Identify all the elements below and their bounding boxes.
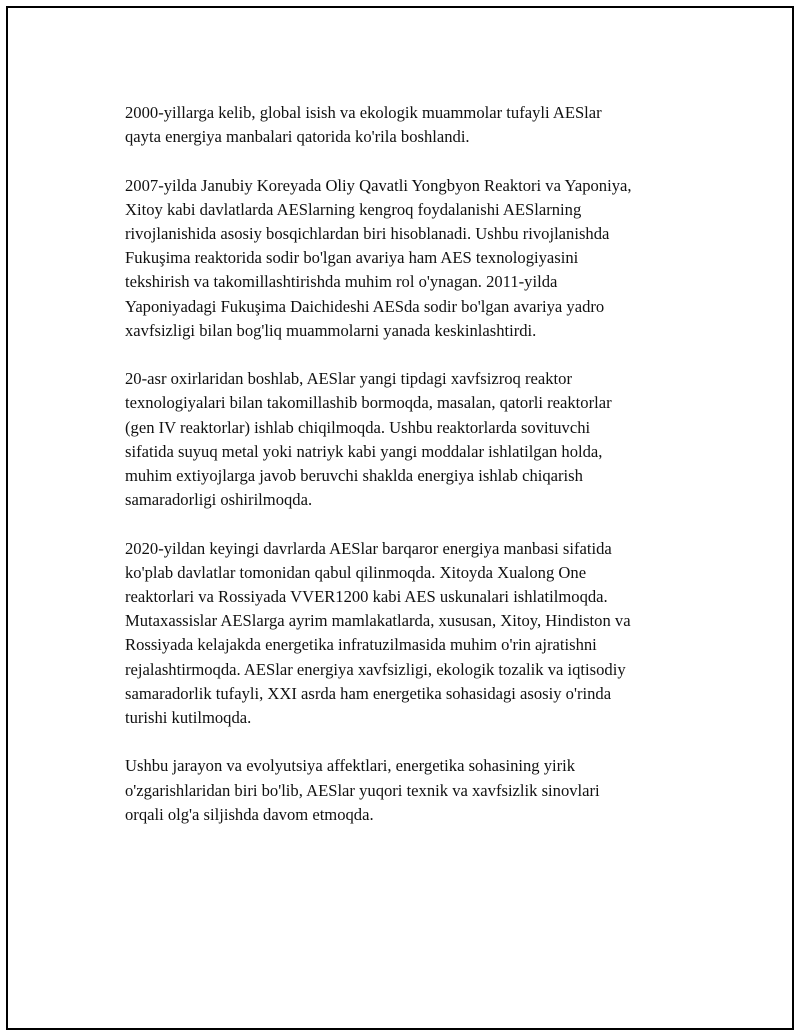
- paragraph-3: [125, 367, 705, 512]
- text-line: xavfsizligi bilan bog'liq muammolarni yanada keskinlashtirdi.: [125, 320, 537, 340]
- text-line: qayta energiya manbalari qatorida ko'rila boshlandi.: [125, 127, 470, 147]
- text-line: 2007-yilda Janubiy Koreyada Oliy Qavatli Yongbyon Reaktori va Yaponiya,: [125, 175, 632, 195]
- text-line: tekshirish va takomillashtirishda muhim rol o'ynagan. 2011-yilda: [125, 272, 558, 292]
- paragraph-1: [125, 101, 705, 149]
- text-line: rivojlanishida asosiy bosqichlardan biri hisoblanadi. Ushbu rivojlanishda: [125, 224, 610, 243]
- text-line: Ushbu jarayon va evolyutsiya affektlari, energetika sohasining yirik: [125, 756, 576, 776]
- text-line: 20-asr oxirlaridan boshlab, AESlar yangi tipdagi xavfsizroq reaktor: [125, 369, 572, 389]
- text-line: texnologiyalari bilan takomillashib bormoqda, masalan, qatorli reaktorlar: [125, 393, 612, 413]
- text-line: samaradorlik tufayli, XXI asrda ham energetika sohasidagi asosiy o'rinda: [125, 683, 612, 703]
- text-line: 2000-yillarga kelib, global isish va ekologik muammolar tufayli AESlar: [125, 103, 602, 122]
- text-line: Xitoy kabi davlatlarda AESlarning kengroq foydalanishi AESlarning: [125, 199, 582, 219]
- paragraph-2: [125, 174, 705, 343]
- text-line: 2020-yildan keyingi davrlarda AESlar barqaror energiya manbasi sifatida: [125, 538, 612, 558]
- text-line: muhim extiyojlarga javob beruvchi shaklda energiya ishlab chiqarish: [125, 466, 583, 486]
- paragraph-5: [125, 754, 705, 827]
- paragraph-4: [125, 537, 705, 731]
- text-line: orqali olg'a siljishda davom etmoqda.: [125, 804, 374, 824]
- document-body: [125, 101, 705, 851]
- text-line: ko'plab davlatlar tomonidan qabul qilinmoqda. Xitoyda Xualong One: [125, 562, 587, 582]
- text-line: rejalashtirmoqda. AESlar energiya xavfsizligi, ekologik tozalik va iqtisodiy: [125, 659, 626, 679]
- text-line: Fukuşima reaktorida sodir bo'lgan avariya ham AES texnologiyasini: [125, 248, 579, 268]
- page-frame: [6, 6, 794, 1030]
- text-line: Yaponiyadagi Fukuşima Daichideshi AESda sodir bo'lgan avariya yadro: [125, 296, 605, 316]
- text-line: turishi kutilmoqda.: [125, 708, 252, 728]
- text-line: Rossiyada kelajakda energetika infratuzilmasida muhim o'rin ajratishni: [125, 635, 597, 655]
- text-line: samaradorligi oshirilmoqda.: [125, 490, 313, 510]
- text-line: sifatida suyuq metal yoki natriyk kabi yangi moddalar ishlatilgan holda,: [125, 441, 603, 461]
- text-line: o'zgarishlaridan biri bo'lib, AESlar yuqori texnik va xavfsizlik sinovlari: [125, 780, 600, 800]
- text-line: reaktorlari va Rossiyada VVER1200 kabi AES uskunalari ishlatilmoqda.: [125, 587, 608, 607]
- text-line: (gen IV reaktorlar) ishlab chiqilmoqda. Ushbu reaktorlarda sovituvchi: [125, 417, 591, 437]
- text-line: Mutaxassislar AESlarga ayrim mamlakatlarda, xususan, Xitoy, Hindiston va: [125, 611, 631, 631]
